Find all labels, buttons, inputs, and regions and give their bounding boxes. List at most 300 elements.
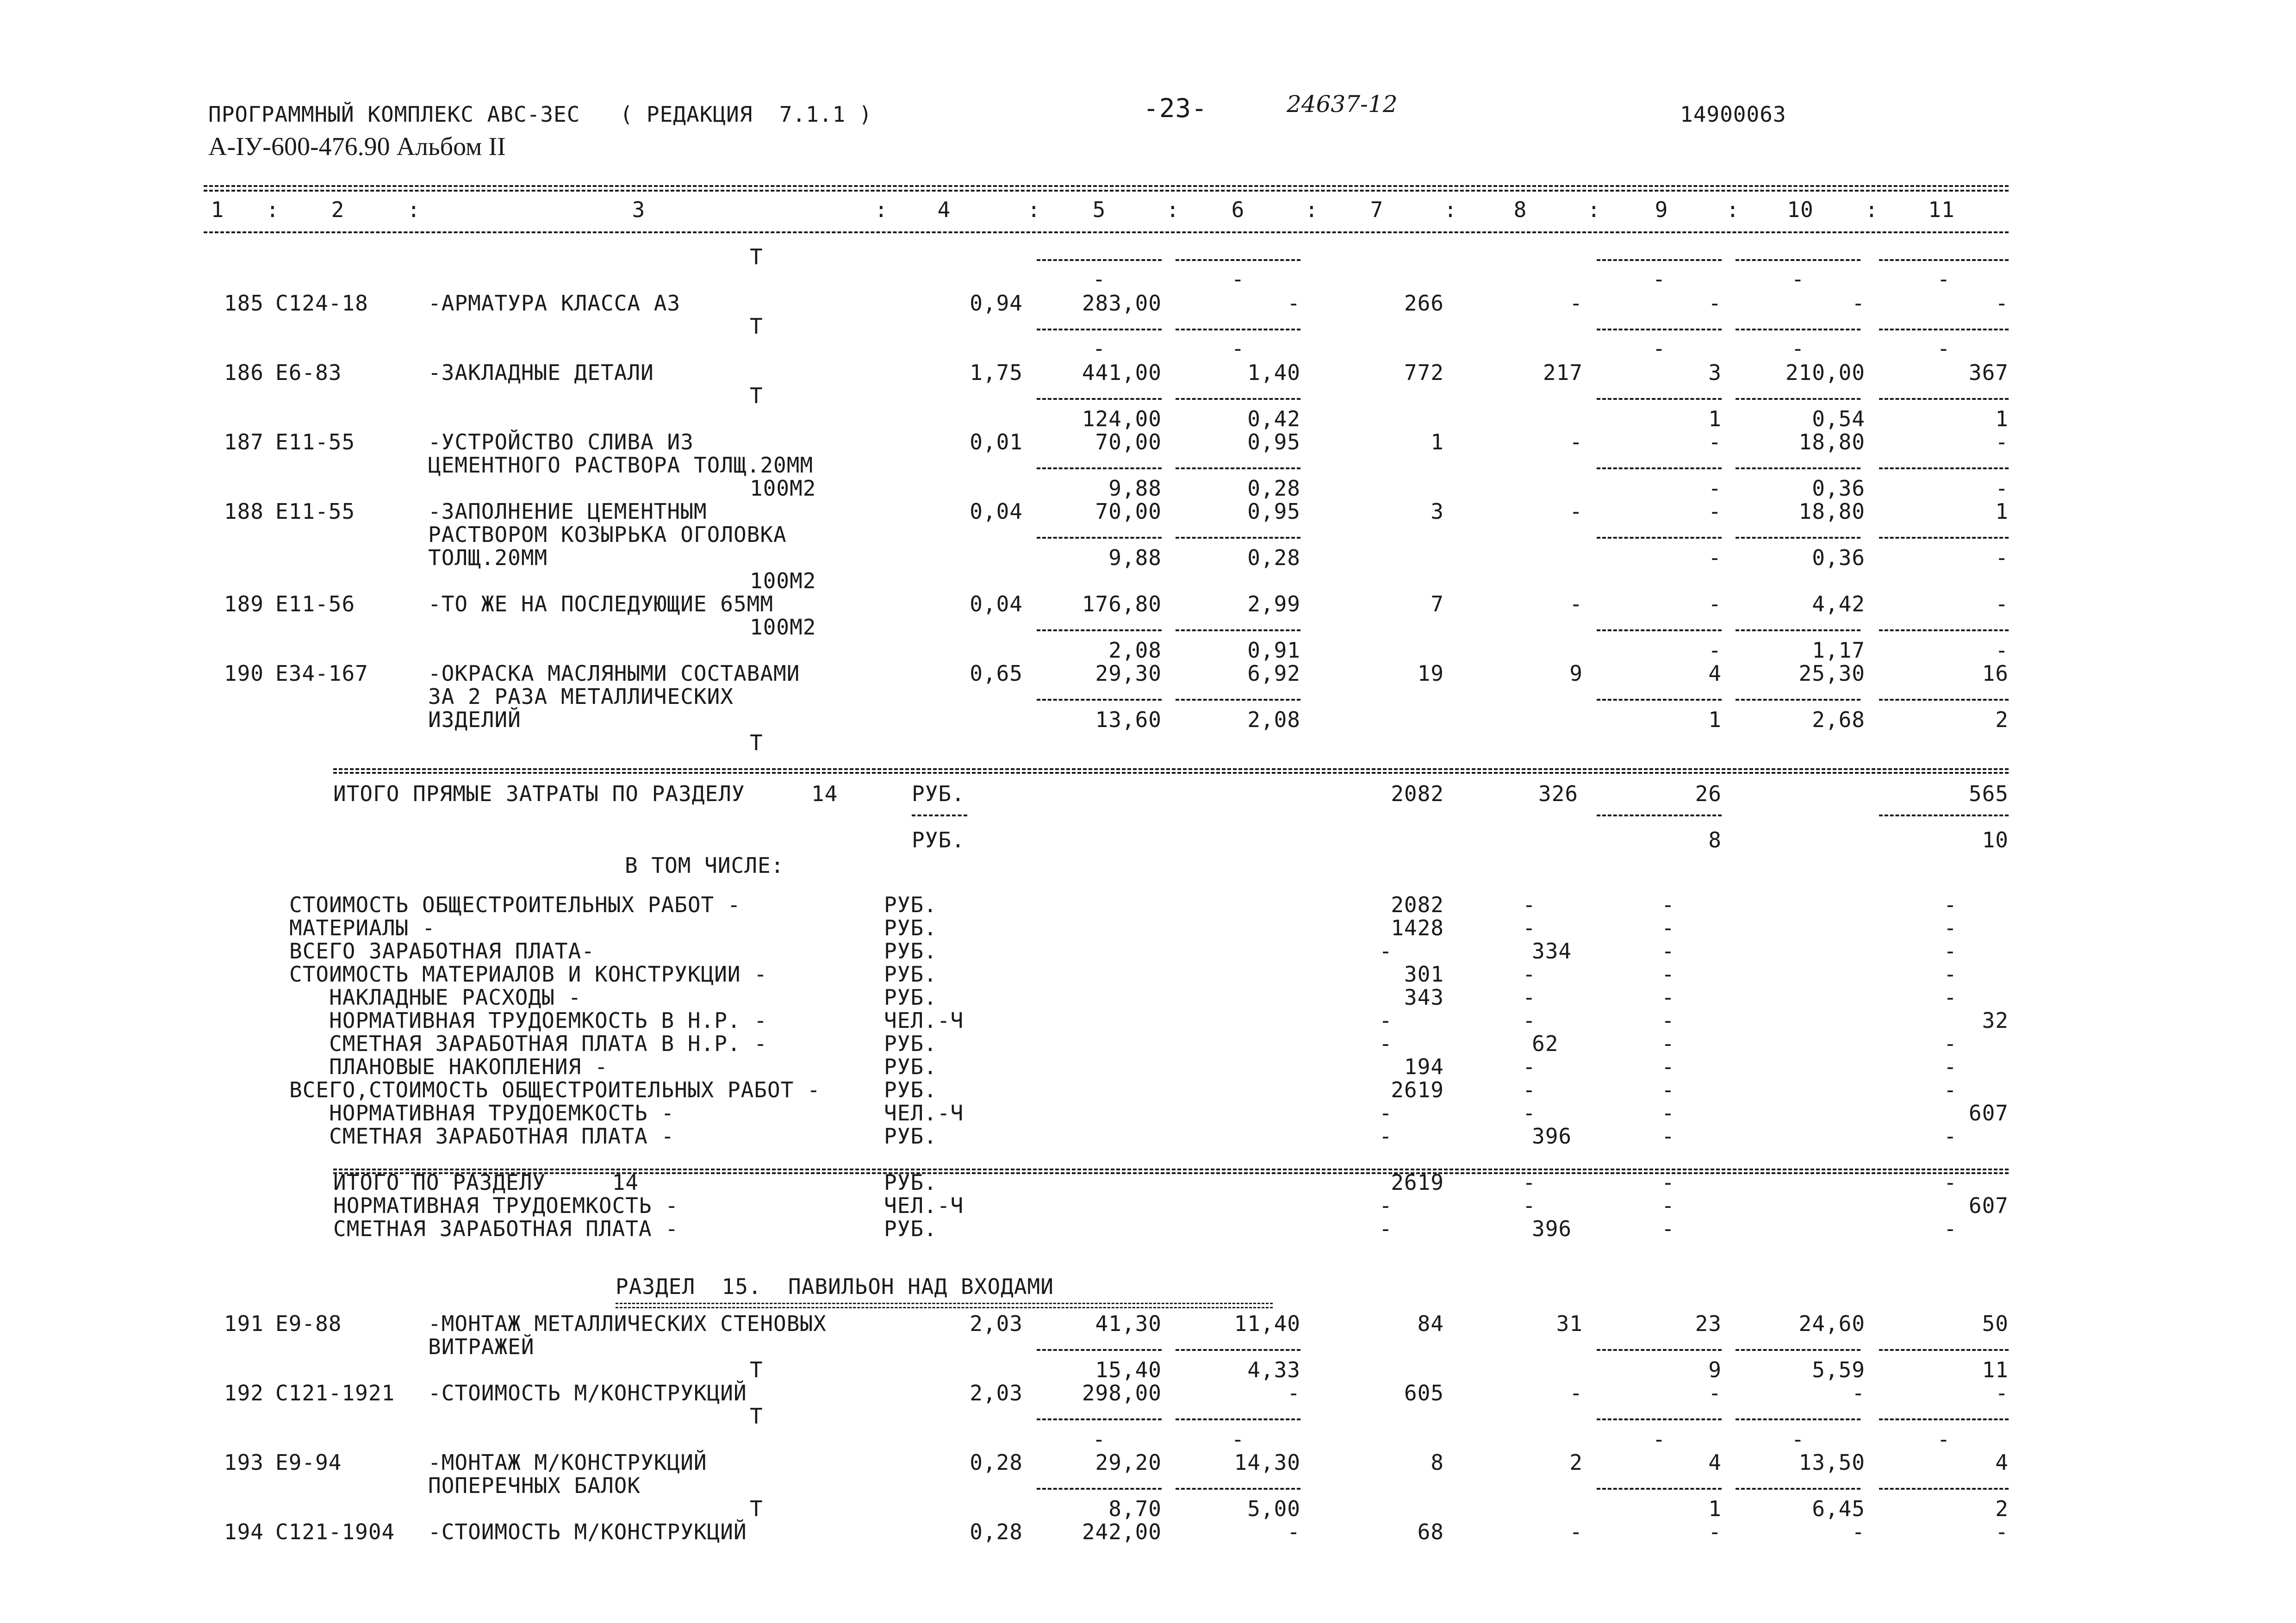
column-header: 6 xyxy=(1231,197,1245,222)
column-header: 1 xyxy=(211,197,224,222)
cell-c8: 31 xyxy=(1556,1311,1583,1336)
breakdown-unit: РУБ. xyxy=(884,1054,937,1079)
breakdown-c9: - xyxy=(1661,915,1675,940)
cell-c1: 188 xyxy=(224,499,264,524)
breakdown-c9: - xyxy=(1661,985,1675,1010)
breakdown-c7: 1428 xyxy=(1391,915,1444,940)
cell-c8: - xyxy=(1569,1519,1583,1544)
cell-c3: -УСТРОЙСТВО СЛИВА ИЗ xyxy=(428,429,694,454)
cell-c4: 2,03 xyxy=(970,1311,1023,1336)
value-rule xyxy=(1736,259,1860,261)
breakdown-c11: - xyxy=(1944,962,1957,987)
cell-c9: - xyxy=(1708,545,1722,570)
direct-costs-c11: 565 xyxy=(1968,781,2009,806)
direct-costs-c9: 26 xyxy=(1695,781,1722,806)
breakdown-unit: РУБ. xyxy=(884,1077,937,1102)
cell-c5: 29,30 xyxy=(1095,661,1162,686)
cell-c6: 1,40 xyxy=(1247,360,1300,385)
breakdown-unit: ЧЕЛ.-Ч xyxy=(884,1008,964,1033)
cell-c6: 0,28 xyxy=(1247,476,1300,501)
breakdown-label: ВСЕГО ЗАРАБОТНАЯ ПЛАТА- xyxy=(289,939,595,964)
cell-c4: 0,28 xyxy=(970,1519,1023,1544)
cell-c3: ВИТРАЖЕЙ xyxy=(428,1334,535,1359)
value-rule xyxy=(1037,398,1162,400)
cell-c9: 4 xyxy=(1708,1450,1722,1475)
breakdown-label: СТОИМОСТЬ ОБЩЕСТРОИТЕЛЬНЫХ РАБОТ - xyxy=(289,892,741,917)
breakdown-c8: 396 xyxy=(1532,1216,1572,1241)
dash-mark: - xyxy=(1937,336,1951,361)
value-rule xyxy=(1037,259,1162,261)
cell-c2: С121-1921 xyxy=(275,1380,395,1405)
cell-c11: - xyxy=(1995,429,2009,454)
breakdown-c9: - xyxy=(1661,962,1675,987)
breakdown-unit: РУБ. xyxy=(884,985,937,1010)
cell-c11: - xyxy=(1995,291,2009,316)
direct-costs-unit: РУБ. xyxy=(912,781,965,806)
value-rule xyxy=(1597,398,1722,400)
breakdown-c9: - xyxy=(1661,1124,1675,1149)
breakdown-c11: 607 xyxy=(1968,1193,2009,1218)
breakdown-c7: - xyxy=(1379,1101,1393,1126)
cell-c3: Т xyxy=(750,730,763,755)
dash-mark: - xyxy=(1652,1427,1666,1452)
breakdown-c11: - xyxy=(1944,1077,1957,1102)
breakdown-c8: - xyxy=(1523,1008,1536,1033)
value-rule xyxy=(1176,329,1300,330)
cell-c1: 193 xyxy=(224,1450,264,1475)
cell-c5: 29,20 xyxy=(1095,1450,1162,1475)
dash-mark: - xyxy=(1937,1427,1951,1452)
breakdown-c9: - xyxy=(1661,1077,1675,1102)
cell-c6: - xyxy=(1287,1519,1300,1544)
cell-c11: 4 xyxy=(1995,1450,2009,1475)
column-header: 7 xyxy=(1370,197,1384,222)
value-rule xyxy=(1879,1349,2009,1351)
totals-top-rule xyxy=(333,768,2009,770)
cell-c3: ТОЛЩ.20ММ xyxy=(428,545,548,570)
cell-c1: 190 xyxy=(224,661,264,686)
breakdown-c9: - xyxy=(1661,1101,1675,1126)
cell-c11: - xyxy=(1995,638,2009,663)
table-top-rule-2 xyxy=(204,190,2009,192)
cell-c5: 8,70 xyxy=(1108,1496,1162,1521)
cell-c6: 0,91 xyxy=(1247,638,1300,663)
cell-c4: 0,65 xyxy=(970,661,1023,686)
value-rule xyxy=(1176,699,1300,701)
breakdown-c11: - xyxy=(1944,1124,1957,1149)
cell-c11: - xyxy=(1995,1519,2009,1544)
c11-rule xyxy=(1879,815,2009,816)
cell-c9: 1 xyxy=(1708,406,1722,431)
cell-c2: Е34-167 xyxy=(275,661,368,686)
value-rule xyxy=(1597,1349,1722,1351)
breakdown-c9: - xyxy=(1661,1008,1675,1033)
cell-c4: 0,01 xyxy=(970,429,1023,454)
value-rule xyxy=(1176,467,1300,469)
cell-c3: ПОПЕРЕЧНЫХ БАЛОК xyxy=(428,1473,641,1498)
table-header-bottom-rule xyxy=(204,231,2009,233)
value-rule xyxy=(1037,629,1162,631)
breakdown-label: НОРМАТИВНАЯ ТРУДОЕМКОСТЬ В Н.Р. - xyxy=(289,1008,767,1033)
cell-c6: 0,95 xyxy=(1247,499,1300,524)
value-rule xyxy=(1176,1488,1300,1490)
cell-c8: 2 xyxy=(1569,1450,1583,1475)
value-rule xyxy=(1176,629,1300,631)
cell-c2: С124-18 xyxy=(275,291,368,316)
value-rule xyxy=(1879,259,2009,261)
breakdown-label: НОРМАТИВНАЯ ТРУДОЕМКОСТЬ - xyxy=(289,1101,675,1126)
breakdown-c11: - xyxy=(1944,1031,1957,1056)
cell-c9: - xyxy=(1708,291,1722,316)
cell-c3: -ТО ЖЕ НА ПОСЛЕДУЮЩИЕ 65ММ xyxy=(428,591,774,616)
cell-c6: - xyxy=(1287,1380,1300,1405)
cell-c11: - xyxy=(1995,1380,2009,1405)
breakdown-c8: - xyxy=(1523,1101,1536,1126)
cell-c3: 100М2 xyxy=(750,476,816,501)
value-rule xyxy=(1037,699,1162,701)
cell-c4: 0,04 xyxy=(970,499,1023,524)
cell-c1: 191 xyxy=(224,1311,264,1336)
value-rule xyxy=(1037,1349,1162,1351)
cell-c5: 9,88 xyxy=(1108,476,1162,501)
cell-c11: 11 xyxy=(1982,1357,2009,1382)
cell-c6: - xyxy=(1287,291,1300,316)
breakdown-c7: - xyxy=(1379,1124,1393,1149)
dash-mark: - xyxy=(1231,267,1245,292)
value-rule xyxy=(1736,537,1860,539)
value-rule xyxy=(1879,467,2009,469)
cell-c5: 124,00 xyxy=(1082,406,1162,431)
cell-c7: 19 xyxy=(1417,661,1444,686)
cell-c11: 50 xyxy=(1982,1311,2009,1336)
cell-c3: -МОНТАЖ М/КОНСТРУКЦИЙ xyxy=(428,1450,707,1475)
column-header: 2 xyxy=(331,197,345,222)
cell-c3: ЦЕМЕНТНОГО РАСТВОРА ТОЛЩ.20ММ xyxy=(428,453,814,478)
cell-c3: ЗА 2 РАЗА МЕТАЛЛИЧЕСКИХ xyxy=(428,684,734,709)
column-separator: : xyxy=(1305,197,1319,222)
breakdown-c9: - xyxy=(1661,1031,1675,1056)
value-rule xyxy=(1879,537,2009,539)
dash-mark: - xyxy=(1092,1427,1106,1452)
value-rule xyxy=(1597,1418,1722,1420)
cell-c10: 13,50 xyxy=(1798,1450,1865,1475)
cell-c1: 194 xyxy=(224,1519,264,1544)
value-rule xyxy=(1597,699,1722,701)
dash-mark: - xyxy=(1937,267,1951,292)
breakdown-c7: - xyxy=(1379,1193,1393,1218)
handwritten-number: 24637-12 xyxy=(1287,91,1398,118)
column-separator: : xyxy=(1444,197,1457,222)
breakdown-c7: 2619 xyxy=(1391,1170,1444,1195)
cell-c11: - xyxy=(1995,591,2009,616)
dash-mark: - xyxy=(1791,267,1805,292)
dash-mark: - xyxy=(1231,1427,1245,1452)
breakdown-c7: - xyxy=(1379,939,1393,964)
cell-c8: - xyxy=(1569,591,1583,616)
breakdown-c8: - xyxy=(1523,1054,1536,1079)
breakdown-unit: РУБ. xyxy=(884,892,937,917)
cell-c8: 9 xyxy=(1569,661,1583,686)
breakdown-c11: - xyxy=(1944,1216,1957,1241)
cell-c8: 217 xyxy=(1543,360,1583,385)
cell-c3: 100М2 xyxy=(750,568,816,593)
value-rule xyxy=(1597,629,1722,631)
cell-c5: 2,08 xyxy=(1108,638,1162,663)
section-15-title: РАЗДЕЛ 15. ПАВИЛЬОН НАД ВХОДАМИ xyxy=(616,1274,1054,1299)
breakdown-c7: - xyxy=(1379,1031,1393,1056)
value-rule xyxy=(1176,537,1300,539)
value-rule xyxy=(1597,259,1722,261)
cell-c4: 0,94 xyxy=(970,291,1023,316)
breakdown-c9: - xyxy=(1661,1216,1675,1241)
cell-c4: 1,75 xyxy=(970,360,1023,385)
cell-c3: -ЗАПОЛНЕНИЕ ЦЕМЕНТНЫМ xyxy=(428,499,707,524)
direct-costs-c9-2: 8 xyxy=(1708,827,1722,852)
column-separator: : xyxy=(266,197,280,222)
value-rule xyxy=(1037,537,1162,539)
cell-c9: - xyxy=(1708,591,1722,616)
cell-c8: - xyxy=(1569,1380,1583,1405)
value-rule xyxy=(1176,259,1300,261)
cell-c6: 11,40 xyxy=(1234,1311,1300,1336)
breakdown-c8: - xyxy=(1523,915,1536,940)
cell-c2: Е9-94 xyxy=(275,1450,342,1475)
column-separator: : xyxy=(1166,197,1180,222)
column-header: 4 xyxy=(937,197,951,222)
value-rule xyxy=(1037,1488,1162,1490)
cell-c10: - xyxy=(1852,1519,1865,1544)
cell-c7: 7 xyxy=(1431,591,1444,616)
cell-c3: Т xyxy=(750,1404,763,1429)
cell-c5: 9,88 xyxy=(1108,545,1162,570)
cell-c9: 4 xyxy=(1708,661,1722,686)
cell-c3: -ОКРАСКА МАСЛЯНЫМИ СОСТАВАМИ xyxy=(428,661,800,686)
breakdown-label: СМЕТНАЯ ЗАРАБОТНАЯ ПЛАТА - xyxy=(333,1216,679,1241)
cell-c10: 1,17 xyxy=(1812,638,1865,663)
cell-c11: - xyxy=(1995,476,2009,501)
cell-c9: 1 xyxy=(1708,1496,1722,1521)
dash-mark: - xyxy=(1231,336,1245,361)
breakdown-c11: - xyxy=(1944,1054,1957,1079)
cell-c9: - xyxy=(1708,476,1722,501)
value-rule xyxy=(1736,629,1860,631)
value-rule xyxy=(1736,467,1860,469)
breakdown-c7: 343 xyxy=(1404,985,1444,1010)
unit-rule xyxy=(912,815,967,816)
cell-c6: 14,30 xyxy=(1234,1450,1300,1475)
breakdown-unit: РУБ. xyxy=(884,1216,937,1241)
breakdown-unit: РУБ. xyxy=(884,1031,937,1056)
cell-c6: 2,99 xyxy=(1247,591,1300,616)
cell-c9: 23 xyxy=(1695,1311,1722,1336)
direct-costs-c7: 2082 xyxy=(1391,781,1444,806)
dash-mark: - xyxy=(1652,267,1666,292)
album-title: А-IУ-600-476.90 Альбом II xyxy=(208,132,506,161)
column-separator: : xyxy=(1726,197,1740,222)
breakdown-label: МАТЕРИАЛЫ - xyxy=(289,915,436,940)
cell-c1: 185 xyxy=(224,291,264,316)
cell-c10: - xyxy=(1852,291,1865,316)
cell-c9: 3 xyxy=(1708,360,1722,385)
breakdown-c8: - xyxy=(1523,1077,1536,1102)
cell-c3: -МОНТАЖ МЕТАЛЛИЧЕСКИХ СТЕНОВЫХ xyxy=(428,1311,827,1336)
cell-c10: 18,80 xyxy=(1798,499,1865,524)
cell-c11: 1 xyxy=(1995,406,2009,431)
breakdown-unit: РУБ. xyxy=(884,915,937,940)
breakdown-c11: 32 xyxy=(1982,1008,2009,1033)
breakdown-unit: ЧЕЛ.-Ч xyxy=(884,1193,964,1218)
cell-c3: 100М2 xyxy=(750,615,816,640)
including-label: В ТОМ ЧИСЛЕ: xyxy=(625,853,784,878)
cell-c7: 772 xyxy=(1404,360,1444,385)
cell-c10: 6,45 xyxy=(1812,1496,1865,1521)
cell-c6: 0,95 xyxy=(1247,429,1300,454)
breakdown-c8: - xyxy=(1523,1170,1536,1195)
cell-c1: 187 xyxy=(224,429,264,454)
cell-c2: Е11-56 xyxy=(275,591,355,616)
cell-c5: 70,00 xyxy=(1095,499,1162,524)
cell-c2: С121-1904 xyxy=(275,1519,395,1544)
page-number: -23- xyxy=(1143,93,1207,124)
cell-c3: Т xyxy=(750,1357,763,1382)
column-separator: : xyxy=(1865,197,1879,222)
cell-c6: 0,42 xyxy=(1247,406,1300,431)
cell-c10: - xyxy=(1852,1380,1865,1405)
breakdown-c9: - xyxy=(1661,892,1675,917)
breakdown-c8: - xyxy=(1523,962,1536,987)
cell-c5: 298,00 xyxy=(1082,1380,1162,1405)
cell-c11: 2 xyxy=(1995,707,2009,732)
cell-c8: - xyxy=(1569,429,1583,454)
cell-c11: 367 xyxy=(1968,360,2009,385)
cell-c3: ИЗДЕЛИЙ xyxy=(428,707,521,732)
column-header: 8 xyxy=(1513,197,1527,222)
breakdown-c8: 62 xyxy=(1532,1031,1559,1056)
value-rule xyxy=(1736,1488,1860,1490)
column-separator: : xyxy=(875,197,888,222)
direct-costs-c11-2: 10 xyxy=(1982,827,2009,852)
cell-c7: 8 xyxy=(1431,1450,1444,1475)
breakdown-c9: - xyxy=(1661,1170,1675,1195)
cell-c8: - xyxy=(1569,499,1583,524)
cell-c10: 0,36 xyxy=(1812,476,1865,501)
cell-c10: 210,00 xyxy=(1785,360,1865,385)
value-rule xyxy=(1597,467,1722,469)
cell-c10: 5,59 xyxy=(1812,1357,1865,1382)
cell-c7: 84 xyxy=(1417,1311,1444,1336)
breakdown-c7: 2082 xyxy=(1391,892,1444,917)
section-15-underline xyxy=(616,1303,1273,1308)
breakdown-c8: 396 xyxy=(1532,1124,1572,1149)
dash-mark: - xyxy=(1791,336,1805,361)
cell-c1: 192 xyxy=(224,1380,264,1405)
cell-c5: 41,30 xyxy=(1095,1311,1162,1336)
cell-c3: Т xyxy=(750,314,763,339)
cell-c1: 189 xyxy=(224,591,264,616)
direct-costs-c8: 326 xyxy=(1538,781,1578,806)
value-rule xyxy=(1879,699,2009,701)
value-rule xyxy=(1879,329,2009,330)
value-rule xyxy=(1597,537,1722,539)
cell-c5: 283,00 xyxy=(1082,291,1162,316)
breakdown-c7: - xyxy=(1379,1216,1393,1241)
value-rule xyxy=(1736,699,1860,701)
value-rule xyxy=(1037,329,1162,330)
direct-costs-unit-2: РУБ. xyxy=(912,827,965,852)
breakdown-c7: 301 xyxy=(1404,962,1444,987)
cell-c11: 2 xyxy=(1995,1496,2009,1521)
column-header: 10 xyxy=(1787,197,1814,222)
column-header: 5 xyxy=(1092,197,1106,222)
dash-mark: - xyxy=(1652,336,1666,361)
breakdown-label: СТОИМОСТЬ МАТЕРИАЛОВ И КОНСТРУКЦИИ - xyxy=(289,962,767,987)
totals-top-rule-2 xyxy=(333,772,2009,774)
breakdown-c7: - xyxy=(1379,1008,1393,1033)
cell-c4: 0,28 xyxy=(970,1450,1023,1475)
cell-c5: 176,80 xyxy=(1082,591,1162,616)
cell-c7: 266 xyxy=(1404,291,1444,316)
column-separator: : xyxy=(1587,197,1601,222)
value-rule xyxy=(1879,398,2009,400)
cell-c2: Е11-55 xyxy=(275,429,355,454)
breakdown-label: СМЕТНАЯ ЗАРАБОТНАЯ ПЛАТА В Н.Р. - xyxy=(289,1031,767,1056)
cell-c11: 16 xyxy=(1982,661,2009,686)
cell-c6: 2,08 xyxy=(1247,707,1300,732)
value-rule xyxy=(1879,629,2009,631)
cell-c5: 70,00 xyxy=(1095,429,1162,454)
cell-c3: Т xyxy=(750,1496,763,1521)
cell-c10: 2,68 xyxy=(1812,707,1865,732)
value-rule xyxy=(1037,1418,1162,1420)
breakdown-unit: РУБ. xyxy=(884,1170,937,1195)
cell-c10: 0,36 xyxy=(1812,545,1865,570)
cell-c3: -СТОИМОСТЬ М/КОНСТРУКЦИЙ xyxy=(428,1380,747,1405)
c9-rule xyxy=(1597,815,1722,816)
breakdown-c8: - xyxy=(1523,892,1536,917)
breakdown-unit: РУБ. xyxy=(884,962,937,987)
value-rule xyxy=(1879,1488,2009,1490)
cell-c3: Т xyxy=(750,244,763,269)
cell-c3: -АРМАТУРА КЛАССА А3 xyxy=(428,291,681,316)
breakdown-c7: 2619 xyxy=(1391,1077,1444,1102)
cell-c1: 186 xyxy=(224,360,264,385)
cell-c5: 15,40 xyxy=(1095,1357,1162,1382)
breakdown-label: НАКЛАДНЫЕ РАСХОДЫ - xyxy=(289,985,582,1010)
value-rule xyxy=(1176,1418,1300,1420)
dash-mark: - xyxy=(1092,267,1106,292)
breakdown-label: НОРМАТИВНАЯ ТРУДОЕМКОСТЬ - xyxy=(333,1193,679,1218)
cell-c6: 4,33 xyxy=(1247,1357,1300,1382)
cell-c6: 6,92 xyxy=(1247,661,1300,686)
column-header: 9 xyxy=(1655,197,1668,222)
cell-c7: 3 xyxy=(1431,499,1444,524)
breakdown-c9: - xyxy=(1661,1054,1675,1079)
cell-c9: 1 xyxy=(1708,707,1722,732)
breakdown-c8: - xyxy=(1523,1193,1536,1218)
document-code: 14900063 xyxy=(1680,102,1786,127)
cell-c4: 2,03 xyxy=(970,1380,1023,1405)
cell-c9: - xyxy=(1708,499,1722,524)
value-rule xyxy=(1037,467,1162,469)
cell-c10: 25,30 xyxy=(1798,661,1865,686)
breakdown-c11: 607 xyxy=(1968,1101,2009,1126)
cell-c10: 0,54 xyxy=(1812,406,1865,431)
dash-mark: - xyxy=(1092,336,1106,361)
value-rule xyxy=(1736,329,1860,330)
cell-c8: - xyxy=(1569,291,1583,316)
cell-c2: Е11-55 xyxy=(275,499,355,524)
cell-c7: 68 xyxy=(1417,1519,1444,1544)
